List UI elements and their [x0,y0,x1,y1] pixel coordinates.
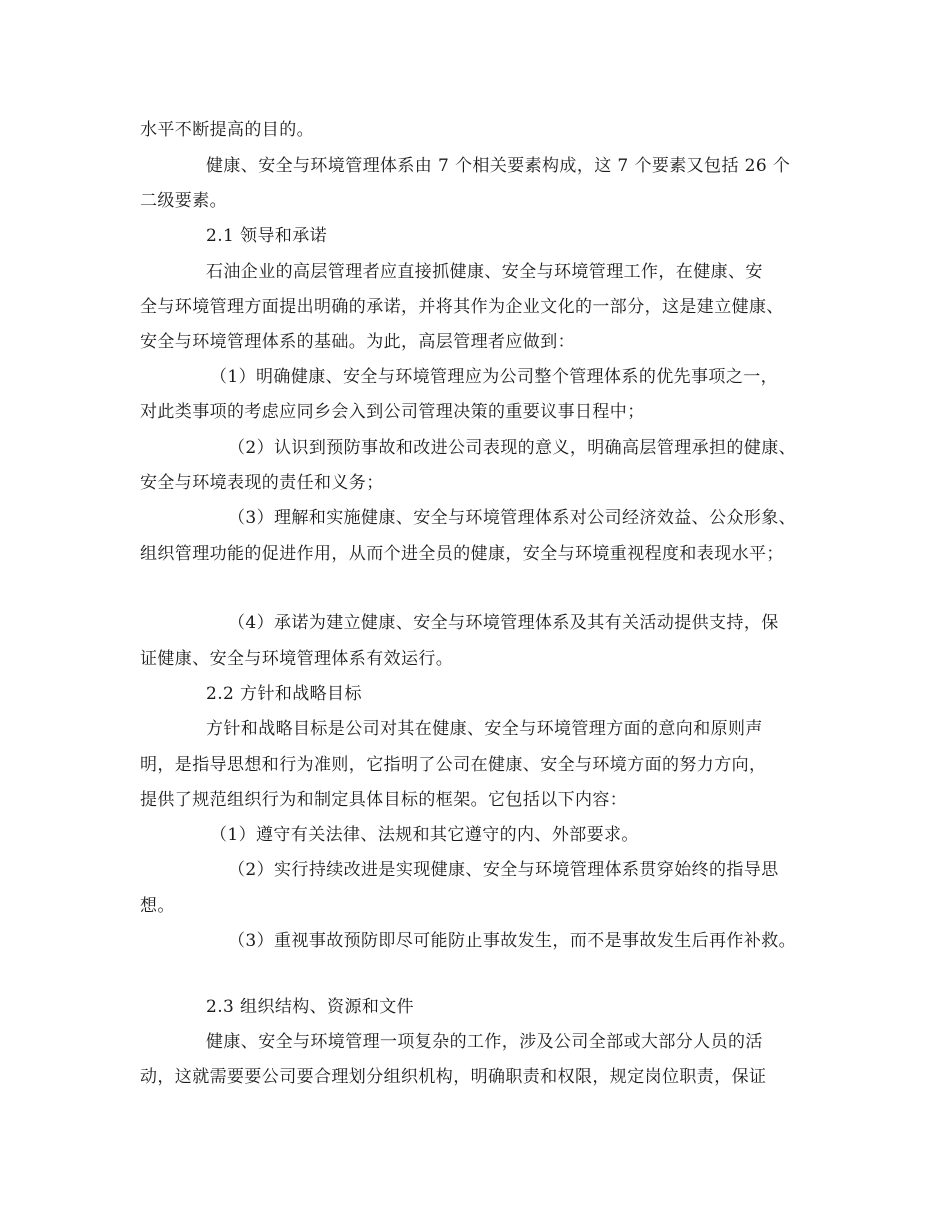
text-line: 安全与环境表现的责任和义务； [140,473,384,493]
section-heading: 2.3 组织结构、资源和文件 [206,997,415,1017]
text-line: 方针和战略目标是公司对其在健康、安全与环境管理方面的意向和原则声 [206,719,763,739]
text-line: 安全与环境管理体系的基础。为此，高层管理者应做到： [140,332,575,352]
list-item: （2）实行持续改进是实现健康、安全与环境管理体系贯穿始终的指导思 [228,860,779,880]
text-line: 健康、安全与环境管理一项复杂的工作，涉及公司全部或大部分人员的活 [206,1032,763,1052]
text-line: 组织管理功能的促进作用，从而个进全员的健康，安全与环境重视程度和表现水平； [140,544,784,564]
text-line: 石油企业的高层管理者应直接抓健康、安全与环境管理工作，在健康、安 [206,262,763,282]
text-line: 二级要素。 [140,191,227,211]
text-line: 提供了规范组织行为和制定具体目标的框架。它包括以下内容： [140,790,628,810]
text-line: 证健康、安全与环境管理体系有效运行。 [140,649,454,669]
text-line: 水平不断提高的目的。 [140,120,314,140]
list-item: （3）理解和实施健康、安全与环境管理体系对公司经济效益、公众形象、 [228,508,797,528]
list-item: （1）遵守有关法律、法规和其它遵守的内、外部要求。 [210,825,639,845]
section-heading: 2.2 方针和战略目标 [206,684,362,704]
text-line: 对此类事项的考虑应同乡会入到公司管理决策的重要议事日程中； [140,402,645,422]
text-line: 明，是指导思想和行为准则，它指明了公司在健康、安全与环境方面的努力方向， [140,755,767,775]
list-item: （2）认识到预防事故和改进公司表现的意义，明确高层管理承担的健康、 [228,438,797,458]
list-item: （1）明确健康、安全与环境管理应为公司整个管理体系的优先事项之一， [210,367,779,387]
list-item: （3）重视事故预防即尽可能防止事故发生，而不是事故发生后再作补救。 [228,931,797,951]
text-line: 全与环境管理方面提出明确的承诺，并将其作为企业文化的一部分，这是建立健康、 [140,297,784,317]
list-item: （4）承诺为建立健康、安全与环境管理体系及其有关活动提供支持，保 [228,613,779,633]
section-heading: 2.1 领导和承诺 [206,226,328,246]
text-line: 动，这就需要要公司要合理划分组织机构，明确职责和权限，规定岗位职责，保证 [140,1067,767,1087]
text-line: 想。 [140,896,175,916]
text-line: 健康、安全与环境管理体系由 7 个相关要素构成，这 7 个要素又包括 26 个 [206,156,791,176]
